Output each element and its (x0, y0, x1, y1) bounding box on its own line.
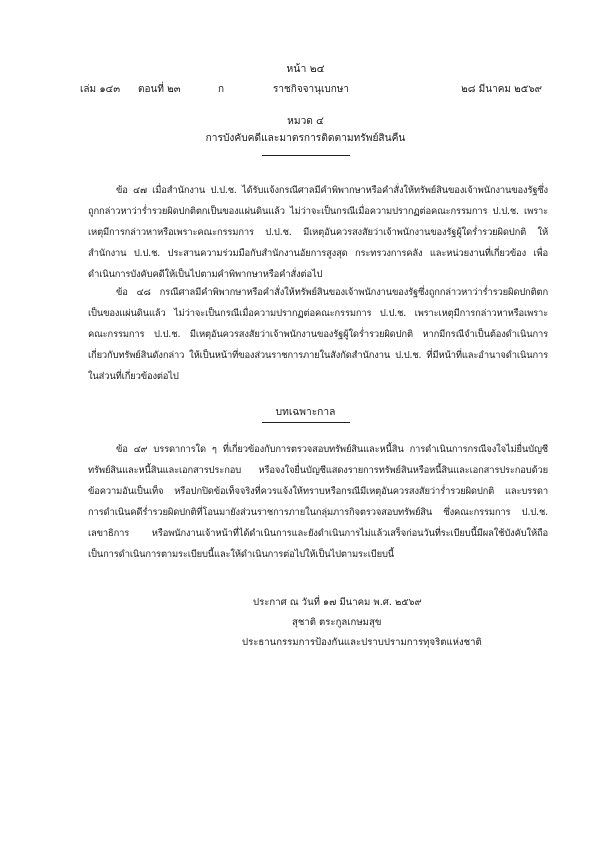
section-47-paragraph: ข้อ ๔๗ เมื่อสำนักงาน ป.ป.ช. ได้รับแจ้งกรณีศาลมีคำพิพากษาหรือคำสั่งให้ทรัพย์สินของเจ้าพนักงานของรัฐซึ่งถูกกล่าวหาว่าร่ำรวยผิดปกติตกเป็นของแผ่นดินแล้ว ไม่ว่าจะเป็นกรณีเมื่อความปรากฏต่อคณะกรรมการ ป.ป.ช. เพราะเหตุมีการกล่าวหาหรือเพราะคณะกรรมการ ป.ป.ช. มีเหตุอันควรสงสัยว่าเจ้าพนักงานของรัฐผู้ใดร่ำรวยผิดปกติ ให้สำนักงาน ป.ป.ช. ประสานความร่วมมือกับสำนักงานอัยการสูงสุด กระทรวงการคลัง และหน่วยงานที่เกี่ยวข้อง เพื่อดำเนินการบังคับคดีให้เป็นไปตามคำพิพากษาหรือคำสั่งต่อไป (88, 185, 548, 280)
chapter-heading: หมวด ๔ (287, 116, 324, 127)
transitional-divider (262, 422, 350, 423)
chapter-title: การบังคับคดีและมาตรการติดตามทรัพย์สินคืน (205, 133, 406, 144)
volume-label: เล่ม ๑๔๓ (80, 84, 121, 95)
chapter-divider (262, 155, 350, 156)
issue-date: ๒๘ มีนาคม ๒๕๖๙ (461, 84, 542, 95)
transitional-heading: บทเฉพาะกาล (275, 407, 336, 418)
signatory-name: สุชาติ ตระกูลเกษมสุข (292, 617, 382, 628)
section-49-paragraph: ข้อ ๔๙ บรรดาการใด ๆ ที่เกี่ยวข้องกับการตรวจสอบทรัพย์สินและหนี้สิน การดำเนินการกรณีจงใจไม่ยื่นบัญชีทรัพย์สินและหนี้สินและเอกสารประกอบ หรือจงใจยื่นบัญชีแสดงรายการทรัพย์สินหรือหนี้สินและเอกสารประกอบด้วยข้อความอันเป็นเท็จ หรือปกปิดข้อเท็จจริงที่ควรแจ้งให้ทราบหรือกรณีมีเหตุอันควรสงสัยว่าร่ำรวยผิดปกติ และบรรดาการดำเนินคดีร่ำรวยผิดปกติที่โอนมายังส่วนราชการภายในกลุ่มภารกิจตรวจสอบทรัพย์สิน ซึ่งคณะกรรมการ ป.ป.ช. เลขาธิการ หรือพนักงานเจ้าหน้าที่ได้ดำเนินการและยังดำเนินการไม่แล้วเสร็จก่อนวันที่ระเบียบนี้มีผลใช้บังคับให้ถือเป็นการดำเนินการตามระเบียบนี้และให้ดำเนินการต่อไปให้เป็นไปตามระเบียบนี้ (88, 444, 548, 560)
section-48-paragraph: ข้อ ๔๘ กรณีศาลมีคำพิพากษาหรือคำสั่งให้ทรัพย์สินของเจ้าพนักงานของรัฐซึ่งถูกกล่าวหาว่าร่ำรวยผิดปกติตกเป็นของแผ่นดินแล้ว ไม่ว่าจะเป็นกรณีเมื่อความปรากฏต่อคณะกรรมการ ป.ป.ช. เพราะเหตุมีการกล่าวหาหรือเพราะคณะกรรมการ ป.ป.ช. มีเหตุอันควรสงสัยว่าเจ้าพนักงานของรัฐผู้ใดร่ำรวยผิดปกติ หากมีกรณีจำเป็นต้องดำเนินการเกี่ยวกับทรัพย์สินดังกล่าว ให้เป็นหน้าที่ของส่วนราชการภายในสังกัดสำนักงาน ป.ป.ช. ที่มีหน้าที่และอำนาจดำเนินการในส่วนที่เกี่ยวข้องต่อไป (88, 287, 548, 382)
page-number: หน้า ๒๔ (286, 63, 325, 75)
gazette-header (80, 82, 542, 96)
announcement-date: ประกาศ ณ วันที่ ๑๗ มีนาคม พ.ศ. ๒๕๖๙ (253, 597, 422, 608)
part-label: ก (218, 84, 225, 95)
signatory-position: ประธานกรรมการป้องกันและปราบปรามการทุจริตแห่งชาติ (242, 637, 482, 648)
gazette-name: ราชกิจจานุเบกษา (272, 84, 350, 95)
section-label: ตอนที่ ๒๓ (138, 84, 181, 95)
